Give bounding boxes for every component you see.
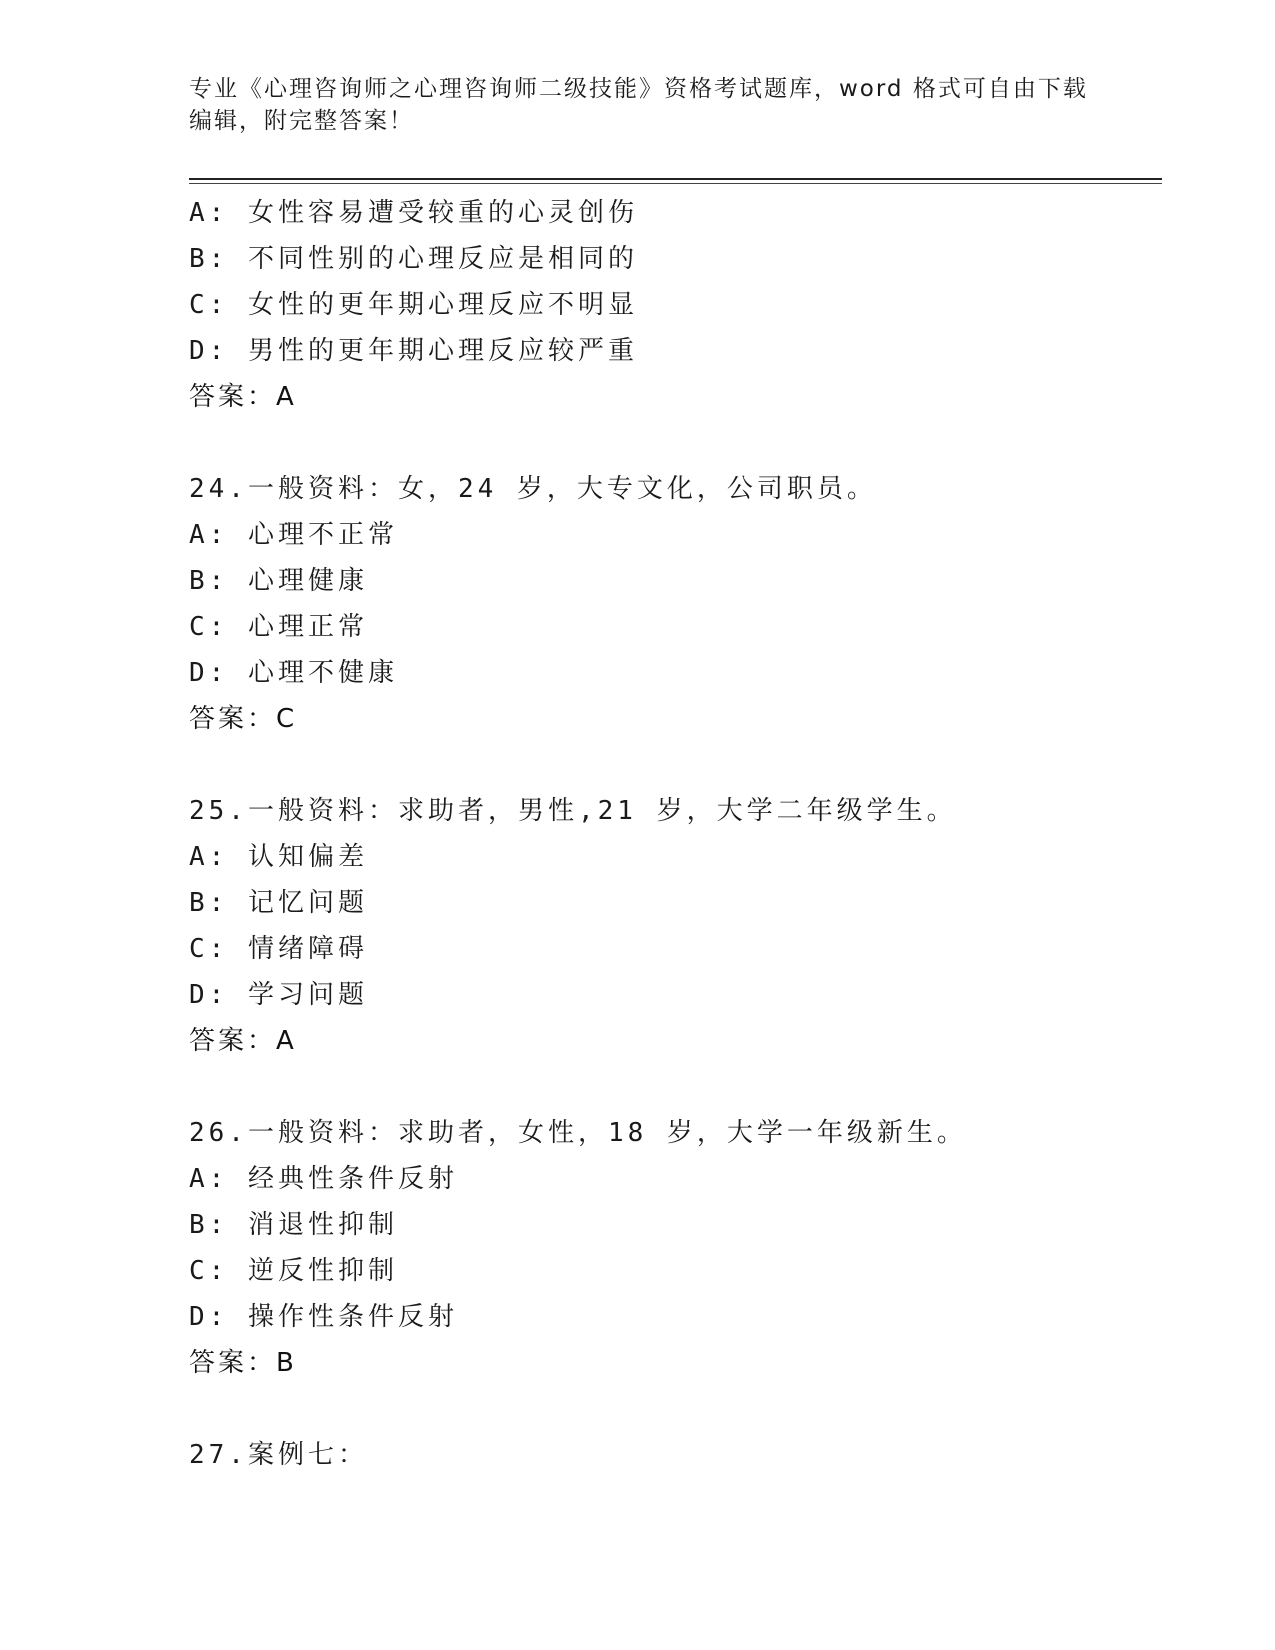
option-d: D: 操作性条件反射: [189, 1302, 458, 1332]
question-stem: 26.一般资料：求助者，女性，18 岁，大学一年级新生。: [189, 1118, 967, 1148]
option-c: C: 心理正常: [189, 612, 368, 642]
option-c: C: 女性的更年期心理反应不明显: [189, 290, 638, 320]
option-b: B: 不同性别的心理反应是相同的: [189, 244, 638, 274]
question-stem: 27.案例七：: [189, 1440, 368, 1470]
question-block-26: [189, 1110, 1149, 1386]
answer-line: 答案：B: [189, 1348, 297, 1378]
question-block-24: [189, 466, 1149, 742]
option-a: A: 经典性条件反射: [189, 1164, 458, 1194]
option-a: A: 女性容易遭受较重的心灵创伤: [189, 198, 638, 228]
option-d: D: 男性的更年期心理反应较严重: [189, 336, 638, 366]
block-spacer: [189, 1064, 1149, 1110]
option-a: A: 心理不正常: [189, 520, 398, 550]
question-block-23: [189, 190, 1149, 420]
header-line-2: 编辑，附完整答案！: [189, 108, 414, 134]
answer-line: 答案：C: [189, 704, 298, 734]
header-divider-thin: [189, 183, 1162, 184]
option-c: C: 情绪障碍: [189, 934, 368, 964]
block-spacer: [189, 742, 1149, 788]
block-spacer: [189, 1386, 1149, 1432]
question-block-27: [189, 1432, 1149, 1478]
question-block-25: [189, 788, 1149, 1064]
option-b: B: 消退性抑制: [189, 1210, 398, 1240]
option-d: D: 学习问题: [189, 980, 368, 1010]
block-spacer: [189, 420, 1149, 466]
option-c: C: 逆反性抑制: [189, 1256, 398, 1286]
option-d: D: 心理不健康: [189, 658, 398, 688]
answer-line: 答案：A: [189, 1026, 297, 1056]
question-stem: 24.一般资料：女，24 岁，大专文化，公司职员。: [189, 474, 877, 504]
answer-line: 答案：A: [189, 382, 297, 412]
option-b: B: 记忆问题: [189, 888, 368, 918]
header-divider-thick: [189, 178, 1162, 180]
option-b: B: 心理健康: [189, 566, 368, 596]
question-stem: 25.一般资料：求助者，男性,21 岁，大学二年级学生。: [189, 796, 957, 826]
header-line-1: 专业《心理咨询师之心理咨询师二级技能》资格考试题库，word 格式可自由下载: [189, 76, 1088, 102]
question-list: [189, 190, 1149, 1478]
document-header: [189, 73, 1089, 137]
option-a: A: 认知偏差: [189, 842, 368, 872]
